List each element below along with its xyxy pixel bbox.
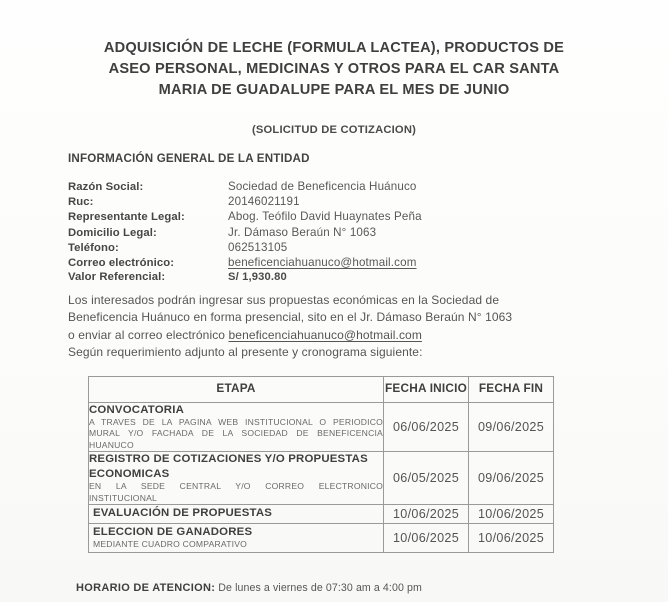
info-label: Representante Legal:	[68, 211, 185, 224]
paragraph-line-3	[68, 327, 553, 344]
info-row-telefono	[68, 241, 538, 256]
page-title: ADQUISICIÓN DE LECHE (FORMULA LACTEA), PRODUCTOS DE ASEO PERSONAL, MEDICINAS Y OTROS PARA EL CAR SANTA MARIA DE GUADALUPE PARA EL MES DE JUNIO	[103, 40, 565, 98]
etapa-name: ELECCION DE GANADORES	[93, 525, 253, 538]
column-header-fecha-fin: FECHA FIN	[469, 377, 554, 403]
cell-fecha-inicio: 10/06/2025	[384, 523, 469, 553]
cell-fecha-inicio: 06/05/2025	[384, 452, 469, 505]
info-value: 20146021191	[228, 195, 300, 209]
cell-etapa	[89, 505, 384, 524]
info-label: Valor Referencial:	[68, 271, 166, 284]
schedule-table	[88, 376, 554, 553]
cell-fecha-fin: 10/06/2025	[469, 523, 554, 553]
document-subtitle: (SOLICITUD DE COTIZACION)	[251, 124, 417, 136]
cell-etapa	[89, 452, 384, 505]
cell-etapa	[89, 523, 384, 553]
footer-label: HORARIO DE ATENCION:	[76, 582, 216, 594]
info-value: Jr. Dámaso Beraún N° 1063	[228, 225, 377, 239]
email-link[interactable]: beneficenciahuanuco@hotmail.com	[228, 255, 417, 269]
cell-fecha-inicio: 10/06/2025	[384, 505, 469, 524]
column-header-fecha-inicio: FECHA INICIO	[384, 377, 469, 403]
info-row-representante-legal	[68, 210, 538, 225]
etapa-description: MEDIANTE CUADRO COMPARATIVO	[93, 539, 248, 550]
table-row	[89, 505, 554, 524]
cell-etapa	[89, 402, 384, 452]
cell-fecha-fin: 09/06/2025	[469, 452, 554, 505]
cell-fecha-inicio: 06/06/2025	[384, 402, 469, 452]
cell-fecha-fin: 09/06/2025	[469, 402, 554, 452]
table-header-row	[89, 377, 554, 403]
instructions-paragraph	[68, 292, 553, 362]
info-row-correo-electronico	[68, 256, 538, 271]
info-value: 062513105	[228, 240, 288, 254]
table-row	[89, 523, 554, 553]
info-row-ruc	[68, 195, 538, 210]
etapa-description: EN LA SEDE CENTRAL Y/O CORREO ELECTRONICO INSTITUCIONAL	[89, 481, 383, 503]
table-row	[89, 452, 554, 505]
paragraph-line-2: Beneficencia Huánuco en forma presencial, sito en el Jr. Dámaso Beraún N° 1063	[68, 310, 513, 325]
footer-value: De lunes a viernes de 07:30 am a 4:00 pm	[215, 582, 422, 594]
paragraph-line-1: Los interesados podrán ingresar sus propuestas económicas en la Sociedad de	[68, 293, 500, 307]
info-label: Ruc:	[68, 196, 94, 209]
etapa-name: REGISTRO DE COTIZACIONES Y/O PROPUESTAS ECONOMICAS	[89, 453, 368, 480]
email-link-inline[interactable]: beneficenciahuanuco@hotmail.com	[228, 327, 422, 342]
info-row-razon-social	[68, 180, 538, 195]
info-label: Domicilio Legal:	[68, 226, 157, 239]
etapa-description: A TRAVES DE LA PAGINA WEB INSTITUCIONAL O PERIODICO MURAL Y/O FACHADA DE LA SOCIEDAD DE BENEFICENCIA HUANUCO	[89, 417, 383, 450]
entity-info-block	[68, 180, 538, 286]
paragraph-line-3-text: o enviar al correo electrónico	[68, 327, 229, 342]
info-value: Sociedad de Beneficencia Huánuco	[228, 180, 417, 193]
info-label: Correo electrónico:	[68, 256, 175, 269]
section-heading-entity-info: INFORMACIÓN GENERAL DE LA ENTIDAD	[68, 152, 310, 165]
etapa-name: CONVOCATORIA	[89, 403, 185, 416]
column-header-etapa: ETAPA	[89, 377, 384, 403]
footer-horario	[76, 582, 422, 594]
cell-fecha-fin: 10/06/2025	[469, 505, 554, 524]
etapa-name: EVALUACIÓN DE PROPUESTAS	[93, 507, 273, 520]
info-value: Abog. Teófilo David Huaynates Peña	[228, 210, 422, 224]
info-label: Razón Social:	[68, 181, 144, 193]
info-row-valor-referencial	[68, 271, 538, 286]
paragraph-line-4: Según requerimiento adjunto al presente y cronograma siguiente:	[68, 345, 423, 360]
info-label: Teléfono:	[68, 241, 119, 254]
info-row-domicilio-legal	[68, 226, 538, 241]
table-row	[89, 402, 554, 452]
info-value-amount: S/ 1,930.80	[228, 271, 287, 284]
